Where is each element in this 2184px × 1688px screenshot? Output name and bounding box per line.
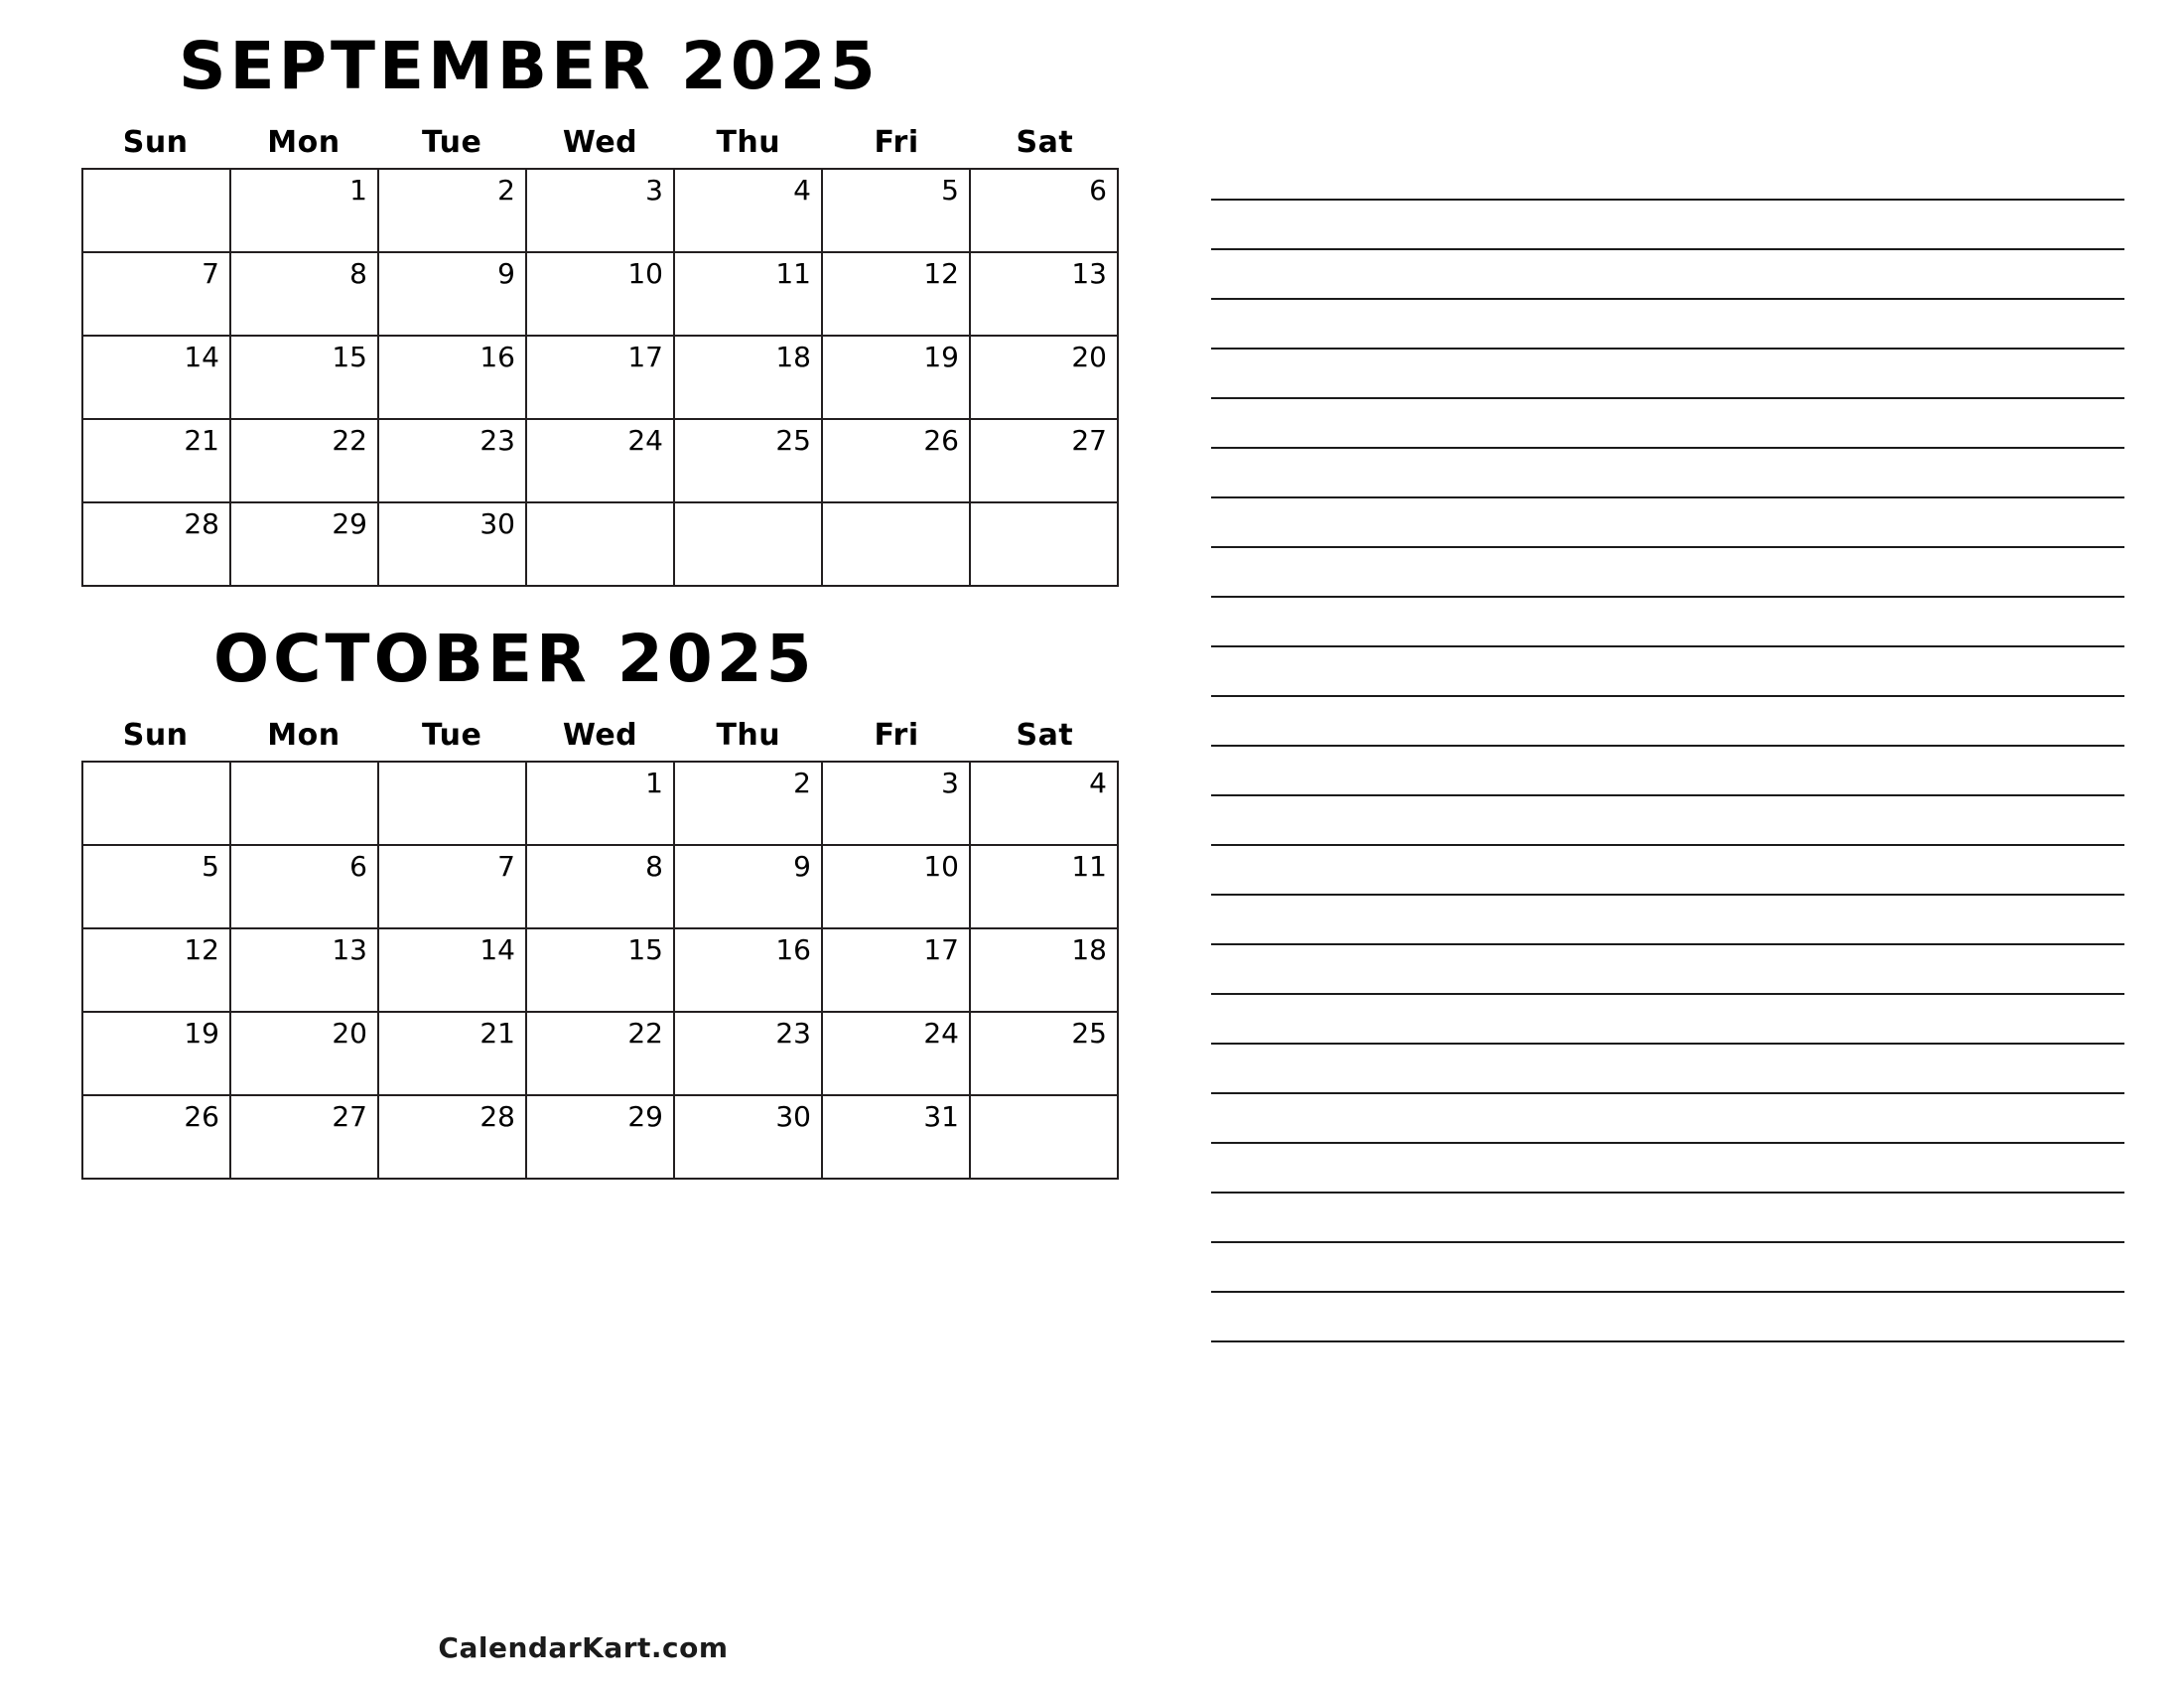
day-cell[interactable]: 10: [822, 845, 970, 928]
day-cell[interactable]: 17: [526, 336, 674, 419]
weekday-header-row-september: [81, 125, 1119, 160]
note-line[interactable]: [1211, 1043, 2124, 1045]
month-title-october: OCTOBER 2025: [213, 621, 816, 697]
weekday-mon: Mon: [267, 718, 341, 753]
month-block-september: [40, 28, 1127, 587]
day-cell[interactable]: 14: [378, 928, 526, 1012]
note-line[interactable]: [1211, 1092, 2124, 1094]
day-cell[interactable]: 15: [230, 336, 378, 419]
weekday-sun: Sun: [122, 718, 189, 753]
note-line[interactable]: [1211, 695, 2124, 697]
day-cell[interactable]: 26: [82, 1095, 230, 1179]
day-cell[interactable]: 3: [822, 762, 970, 845]
day-cell[interactable]: 11: [674, 252, 822, 336]
weekday-mon: Mon: [267, 125, 341, 160]
calendar-week-row: [82, 252, 1118, 336]
note-line[interactable]: [1211, 298, 2124, 300]
note-line[interactable]: [1211, 1291, 2124, 1293]
day-cell[interactable]: 23: [674, 1012, 822, 1095]
day-cell[interactable]: 9: [674, 845, 822, 928]
day-cell[interactable]: 27: [970, 419, 1118, 502]
note-line[interactable]: [1211, 1340, 2124, 1342]
day-cell[interactable]: [230, 762, 378, 845]
day-cell[interactable]: 3: [526, 169, 674, 252]
note-line[interactable]: [1211, 546, 2124, 548]
weekday-fri: Fri: [874, 125, 919, 160]
day-cell[interactable]: 11: [970, 845, 1118, 928]
weekday-wed: Wed: [562, 125, 638, 160]
calendar-grid-october: [81, 761, 1119, 1180]
day-cell[interactable]: 15: [526, 928, 674, 1012]
weekday-wed: Wed: [562, 718, 638, 753]
day-cell[interactable]: 12: [822, 252, 970, 336]
day-cell[interactable]: 8: [230, 252, 378, 336]
day-cell[interactable]: 30: [674, 1095, 822, 1179]
weekday-thu: Thu: [716, 125, 781, 160]
note-line[interactable]: [1211, 397, 2124, 399]
note-line[interactable]: [1211, 745, 2124, 747]
footer-brand: CalendarKart.com: [438, 1631, 729, 1664]
day-cell[interactable]: 25: [674, 419, 822, 502]
note-line[interactable]: [1211, 348, 2124, 350]
day-cell[interactable]: [970, 1095, 1118, 1179]
day-cell[interactable]: 24: [526, 419, 674, 502]
day-cell[interactable]: 4: [970, 762, 1118, 845]
day-cell[interactable]: 2: [674, 762, 822, 845]
note-line[interactable]: [1211, 496, 2124, 498]
day-cell[interactable]: 16: [378, 336, 526, 419]
day-cell[interactable]: 7: [82, 252, 230, 336]
day-cell[interactable]: 19: [822, 336, 970, 419]
day-cell[interactable]: 21: [82, 419, 230, 502]
calendar-week-row: [82, 928, 1118, 1012]
calendar-grid-september: [81, 168, 1119, 587]
day-cell[interactable]: 1: [230, 169, 378, 252]
calendar-column: [40, 28, 1127, 1688]
day-cell[interactable]: 28: [82, 502, 230, 586]
note-line[interactable]: [1211, 1241, 2124, 1243]
weekday-tue: Tue: [422, 125, 482, 160]
calendar-week-row: [82, 1095, 1118, 1179]
calendar-week-row: [82, 762, 1118, 845]
note-line[interactable]: [1211, 794, 2124, 796]
day-cell[interactable]: 23: [378, 419, 526, 502]
day-cell[interactable]: [82, 169, 230, 252]
day-cell[interactable]: 18: [970, 928, 1118, 1012]
day-cell[interactable]: [970, 502, 1118, 586]
day-cell[interactable]: 12: [82, 928, 230, 1012]
day-cell[interactable]: 20: [230, 1012, 378, 1095]
day-cell[interactable]: 29: [526, 1095, 674, 1179]
day-cell[interactable]: 8: [526, 845, 674, 928]
note-line[interactable]: [1211, 1142, 2124, 1144]
day-cell[interactable]: 5: [82, 845, 230, 928]
day-cell[interactable]: [822, 502, 970, 586]
day-cell[interactable]: 25: [970, 1012, 1118, 1095]
weekday-tue: Tue: [422, 718, 482, 753]
calendar-week-row: [82, 169, 1118, 252]
note-line[interactable]: [1211, 993, 2124, 995]
day-cell[interactable]: 2: [378, 169, 526, 252]
day-cell[interactable]: 18: [674, 336, 822, 419]
day-cell[interactable]: 26: [822, 419, 970, 502]
day-cell[interactable]: 31: [822, 1095, 970, 1179]
note-line[interactable]: [1211, 248, 2124, 250]
weekday-header-row-october: [81, 718, 1119, 753]
weekday-sat: Sat: [1016, 718, 1074, 753]
day-cell[interactable]: 27: [230, 1095, 378, 1179]
calendar-week-row: [82, 845, 1118, 928]
day-cell[interactable]: 20: [970, 336, 1118, 419]
note-line[interactable]: [1211, 645, 2124, 647]
weekday-sun: Sun: [122, 125, 189, 160]
day-cell[interactable]: 22: [230, 419, 378, 502]
note-line[interactable]: [1211, 943, 2124, 945]
day-cell[interactable]: 9: [378, 252, 526, 336]
day-cell[interactable]: 4: [674, 169, 822, 252]
day-cell[interactable]: 16: [674, 928, 822, 1012]
note-line[interactable]: [1211, 1192, 2124, 1194]
day-cell[interactable]: 13: [230, 928, 378, 1012]
day-cell[interactable]: 17: [822, 928, 970, 1012]
notes-column: [1127, 34, 2144, 1688]
weekday-sat: Sat: [1016, 125, 1074, 160]
weekday-thu: Thu: [716, 718, 781, 753]
calendar-week-row: [82, 1012, 1118, 1095]
day-cell[interactable]: 28: [378, 1095, 526, 1179]
day-cell[interactable]: 14: [82, 336, 230, 419]
day-cell[interactable]: 6: [230, 845, 378, 928]
day-cell[interactable]: [674, 502, 822, 586]
day-cell[interactable]: [526, 502, 674, 586]
day-cell[interactable]: [378, 762, 526, 845]
day-cell[interactable]: 24: [822, 1012, 970, 1095]
calendar-week-row: [82, 502, 1118, 586]
day-cell[interactable]: 30: [378, 502, 526, 586]
day-cell[interactable]: 19: [82, 1012, 230, 1095]
day-cell[interactable]: 29: [230, 502, 378, 586]
day-cell[interactable]: [82, 762, 230, 845]
calendar-week-row: [82, 419, 1118, 502]
day-cell[interactable]: 7: [378, 845, 526, 928]
day-cell[interactable]: 6: [970, 169, 1118, 252]
note-line[interactable]: [1211, 844, 2124, 846]
month-title-september: SEPTEMBER 2025: [179, 28, 880, 104]
day-cell[interactable]: 5: [822, 169, 970, 252]
day-cell[interactable]: 1: [526, 762, 674, 845]
note-line[interactable]: [1211, 596, 2124, 598]
calendar-week-row: [82, 336, 1118, 419]
notes-lines[interactable]: [1211, 199, 2124, 1509]
day-cell[interactable]: 13: [970, 252, 1118, 336]
month-block-october: [40, 621, 1127, 1180]
weekday-fri: Fri: [874, 718, 919, 753]
note-line[interactable]: [1211, 894, 2124, 896]
day-cell[interactable]: 10: [526, 252, 674, 336]
day-cell[interactable]: 22: [526, 1012, 674, 1095]
day-cell[interactable]: 21: [378, 1012, 526, 1095]
note-line[interactable]: [1211, 199, 2124, 201]
note-line[interactable]: [1211, 447, 2124, 449]
